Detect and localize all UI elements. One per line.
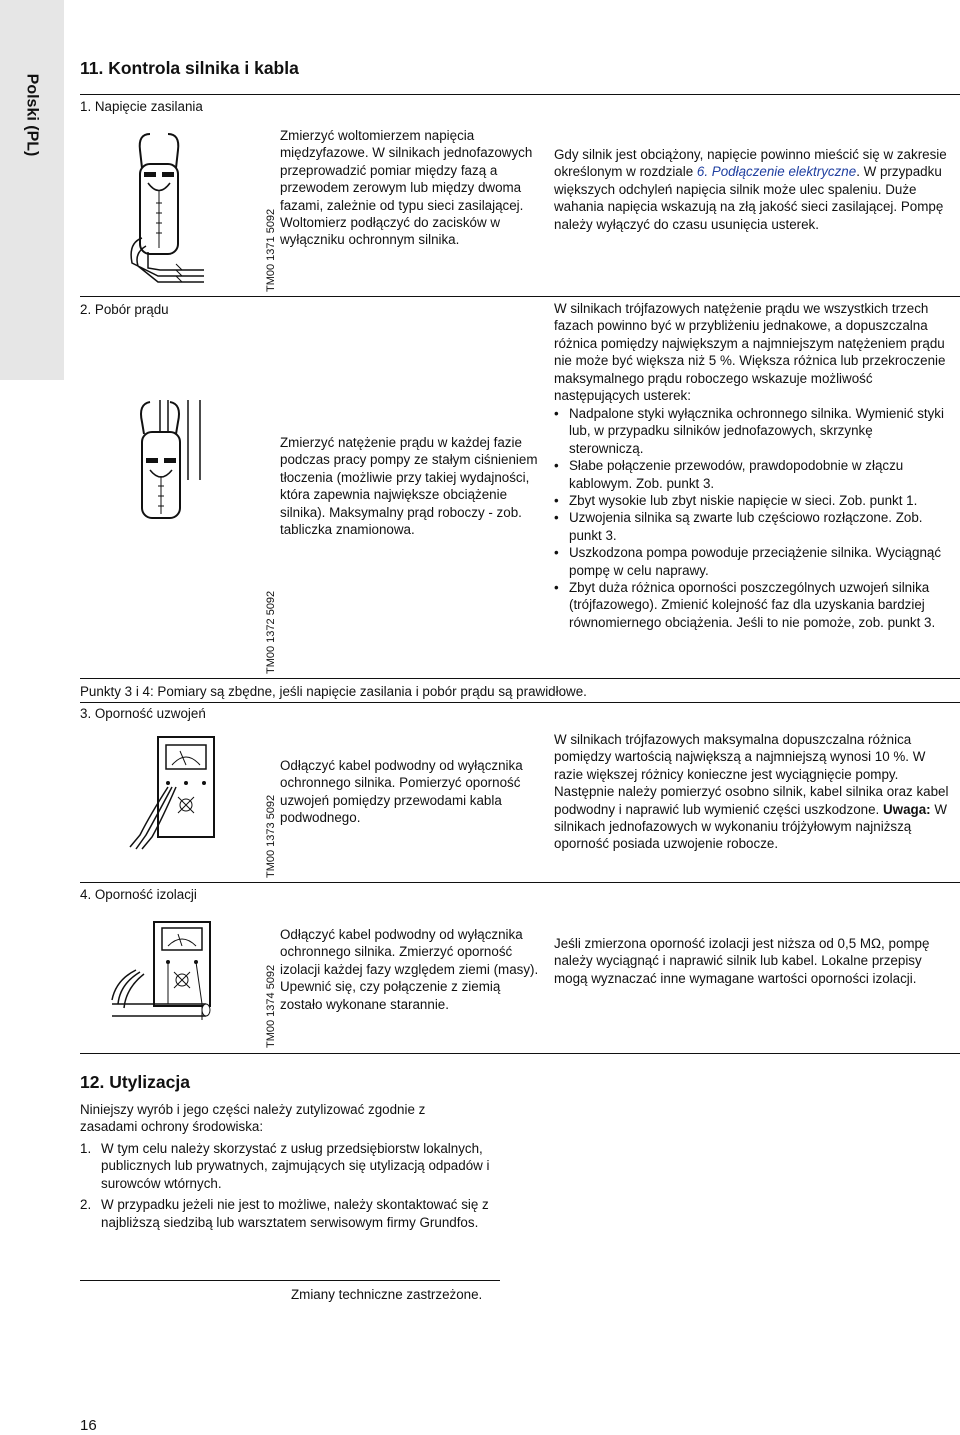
section-end-rule xyxy=(80,1053,960,1054)
item-2-notes-intro: W silnikach trójfazowych natężenie prądu we wszystkich trzech fazach powinno być w przybliżeniu jednakowe, a dopuszczalna różnica pomiędzy największym a najmniejszym natężeniem prądu nie może być większa niż 5 %. Większa różnica lub przekroczenie maksymalnego prądu roboczego wskazuje możliwość następujących usterek: xyxy=(554,301,946,404)
page-number: 16 xyxy=(80,1417,97,1434)
item-separator xyxy=(80,702,960,703)
item-separator xyxy=(80,882,960,883)
language-label: Polski (PL) xyxy=(23,73,41,157)
fault-list xyxy=(554,405,949,631)
section-12-title: 12. Utylizacja xyxy=(80,1072,190,1092)
item-4-heading: 4. Oporność izolacji xyxy=(80,887,197,902)
item-1-notes-pre: Gdy silnik jest obciążony, napięcie powinno mieścić się w zakresie określonym w rozdziale xyxy=(554,147,947,180)
list-item: • Nadpalone styki wyłącznika ochronnego silnika. Wymienić styki lub, w przypadku silników jednofazowych, skrzynkę sterowniczą. xyxy=(554,405,949,457)
section-12-intro: Niniejszy wyrób i jego części należy zutylizować zgodnie z zasadami ochrony środowiska: xyxy=(80,1102,426,1135)
footer-rule xyxy=(80,1280,500,1281)
item-separator xyxy=(80,678,960,679)
figure-id-4: TM00 1374 5092 xyxy=(265,964,277,1048)
figure-id-2: TM00 1372 5092 xyxy=(265,590,277,674)
ohmmeter-winding-icon xyxy=(110,735,220,850)
title-rule xyxy=(80,94,960,95)
list-item: • Słabe połączenie przewodów, prawdopodobnie w złączu kablowym. Zob. punkt 3. xyxy=(554,457,949,492)
item-3-notes-pre: W silnikach trójfazowych maksymalna dopuszczalna różnica pomiędzy wartością największą a najmniejszą wynosi 10 %. W razie większej różnicy konieczne jest wyciągnięcie pompy. Następnie należy pomierzyć osobno silnik, kabel silnika oraz kabel podwodny i naprawić lub wymienić części uszkodzone. xyxy=(554,732,949,817)
list-item xyxy=(80,1140,500,1192)
item-4-instruction: Odłączyć kabel podwodny od wyłącznika ochronnego silnika. Zmierzyć oporność izolacji każdej fazy względem ziemi (masy). Upewnić się, czy połączenie z ziemią zostało wykonane starannie. xyxy=(280,927,539,1012)
item-3-heading: 3. Oporność uzwojeń xyxy=(80,706,206,721)
item-2-heading: 2. Pobór prądu xyxy=(80,302,169,317)
list-number: 2. xyxy=(80,1197,92,1213)
list-item: • Zbyt duża różnica oporności poszczególnych uzwojeń silnika (trójfazowego). Zmienić kolejność faz dla uzyskania bardziej równomiernego obciążenia. Jeśli to nie pomoże, zob. punkt 3. xyxy=(554,579,949,631)
list-item: • Uszkodzona pompa powoduje przeciążenie silnika. Wyciągnąć pompę w celu naprawy. xyxy=(554,544,949,579)
section-11-title: 11. Kontrola silnika i kabla xyxy=(80,58,299,78)
item-1-notes-post: . W przypadku większych odchyleń napięcia silnik może ulec spaleniu. Duże wahania napięcia wskazują na złą jakość sieci zasilającej. Pompę należy wyłączyć do czasu usunięcia usterek. xyxy=(554,164,944,232)
footer-note: Zmiany techniczne zastrzeżone. xyxy=(291,1287,483,1302)
item-1-heading: 1. Napięcie zasilania xyxy=(80,99,203,114)
list-number: 1. xyxy=(80,1141,92,1156)
list-item: • Uzwojenia silnika są zwarte lub częściowo rozłączone. Zob. punkt 3. xyxy=(554,509,949,544)
item-separator xyxy=(80,296,960,297)
clamp-meter-voltage-icon xyxy=(118,128,208,288)
ohmmeter-insulation-icon xyxy=(106,920,216,1030)
language-side-tab xyxy=(0,0,64,380)
separator-note: Punkty 3 i 4: Pomiary są zbędne, jeśli napięcie zasilania i pobór prądu są prawidłowe. xyxy=(80,684,587,699)
item-1-instruction: Zmierzyć woltomierzem napięcia międzyfazowe. W silnikach jednofazowych przeprowadzić pomiar między fazą a przewodem zerowym lub między dwoma fazami, zależnie od typu sieci zasilającej. Woltomierz podłączyć do zacisków w wyłączniku ochronnym silnika. xyxy=(280,128,533,248)
figure-id-3: TM00 1373 5092 xyxy=(265,794,277,878)
item-3-notes xyxy=(554,731,949,853)
cable-lines-icon xyxy=(190,400,210,480)
list-text: W przypadku jeżeli nie jest to możliwe, należy skontaktować się z najbliższą siedzibą lub warsztatem serwisowym firmy Grundfos. xyxy=(101,1197,489,1230)
list-item xyxy=(80,1196,500,1231)
item-1-notes xyxy=(554,146,949,233)
list-item: • Zbyt wysokie lub zbyt niskie napięcie w sieci. Zob. punkt 1. xyxy=(554,492,949,509)
item-2-instruction: Zmierzyć natężenie prądu w każdej fazie podczas pracy pompy ze stałym ciśnieniem tłoczenia (możliwie przy takiej wydajności, która zapewnia największe obciążenie silnika). Maksymalny prąd roboczy - zob. tabliczka znamionowa. xyxy=(280,435,538,538)
item-4-notes: Jeśli zmierzona oporność izolacji jest niższa od 0,5 MΩ, pompę należy wyciągnąć i naprawić silnik lub kabel. Lokalne przepisy mogą wyznaczać inne wymagane wartości oporności izolacji. xyxy=(554,936,930,986)
list-text: W tym celu należy skorzystać z usług przedsiębiorstw lokalnych, publicznych lub prywatnych, zajmujących się utylizacją odpadów i surowców wtórnych. xyxy=(101,1141,490,1191)
item-3-notes-post: W silnikach jednofazowych w wykonaniu trójżyłowym najniższą oporność posiada uzwojenie robocze. xyxy=(554,801,947,852)
figure-id-1: TM00 1371 5092 xyxy=(265,208,277,292)
disposal-list xyxy=(80,1140,500,1235)
link-section-6[interactable]: 6. Podłączenie elektryczne xyxy=(696,164,857,180)
item-3-instruction: Odłączyć kabel podwodny od wyłącznika ochronnego silnika. Pomierzyć oporność uzwojeń pomiędzy przewodami kabla podwodnego. xyxy=(280,758,523,826)
note-label: Uwaga: xyxy=(882,801,931,817)
